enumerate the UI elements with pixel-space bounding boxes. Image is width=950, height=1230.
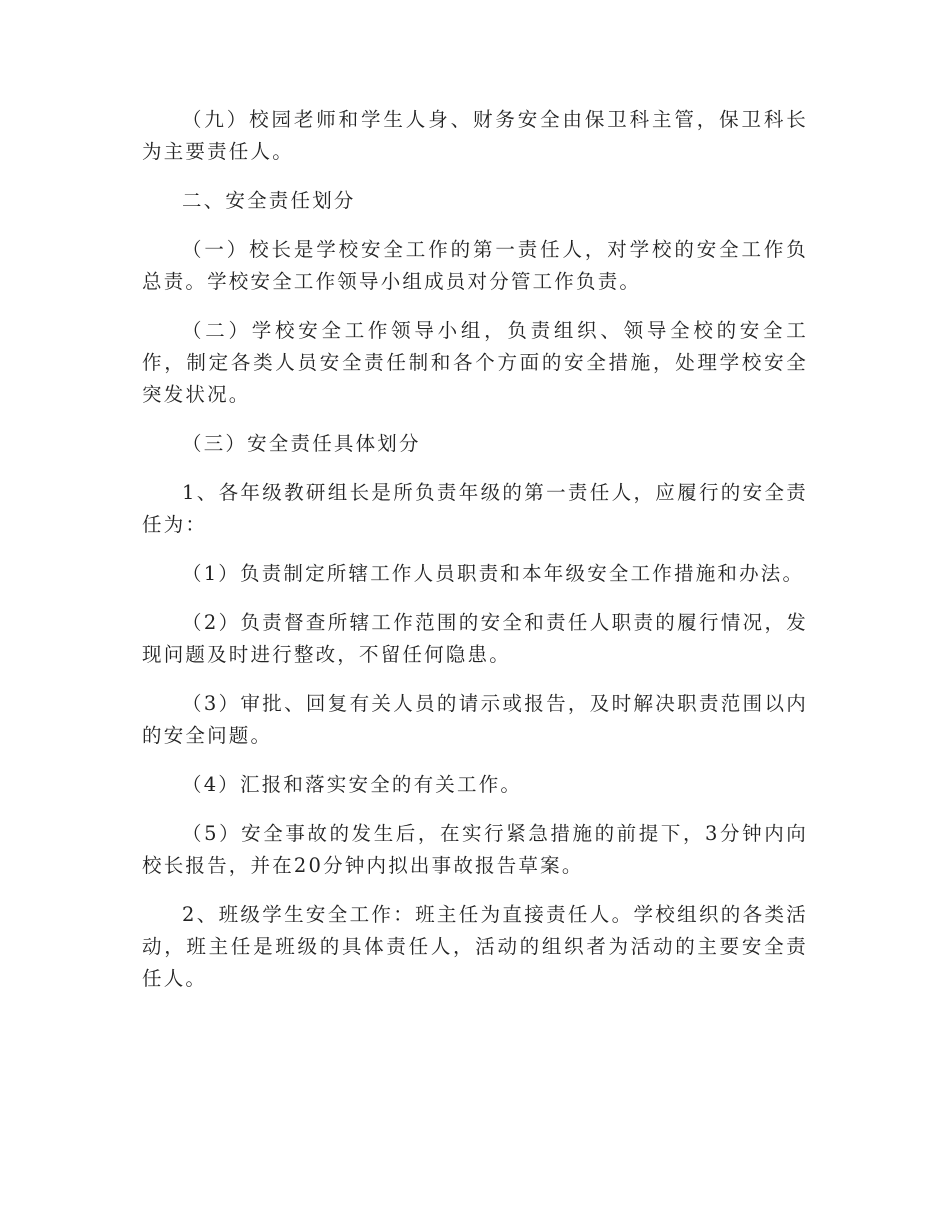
paragraph-grade-leader-responsibility: 1、各年级教研组长是所负责年级的第一责任人，应履行的安全责任为： — [142, 481, 808, 536]
document-body — [142, 104, 808, 1012]
list-item-4: （4）汇报和落实安全的有关工作。 — [182, 773, 523, 796]
paragraph-item-9-personal-financial-safety: （九）校园老师和学生人身、财务安全由保卫科主管，保卫科长为主要责任人。 — [142, 108, 808, 163]
list-item-1: （1）负责制定所辖工作人员职责和本年级安全工作措施和办法。 — [182, 562, 805, 585]
list-item-3: （3）审批、回复有关人员的请示或报告，及时解决职责范围以内的安全问题。 — [142, 692, 808, 747]
section-heading-safety-responsibility-division: 二、安全责任划分 — [182, 189, 356, 212]
paragraph-class-safety-work: 2、班级学生安全工作：班主任为直接责任人。学校组织的各类活动，班主任是班级的具体责任人，活动的组织者为活动的主要安全责任人。 — [142, 903, 808, 990]
subheading-specific-division: （三）安全责任具体划分 — [182, 432, 421, 455]
paragraph-principal-responsibility: （一）校长是学校安全工作的第一责任人，对学校的安全工作负总责。学校安全工作领导小组成员对分管工作负责。 — [142, 238, 808, 293]
list-item-5: （5）安全事故的发生后，在实行紧急措施的前提下，3分钟内向校长报告，并在20分钟内拟出事故报告草案。 — [142, 822, 808, 877]
paragraph-leadership-group-responsibility: （二）学校安全工作领导小组，负责组织、领导全校的安全工作，制定各类人员安全责任制和各个方面的安全措施，处理学校安全突发状况。 — [142, 319, 808, 406]
list-item-2: （2）负责督查所辖工作范围的安全和责任人职责的履行情况，发现问题及时进行整改，不留任何隐患。 — [142, 611, 808, 666]
